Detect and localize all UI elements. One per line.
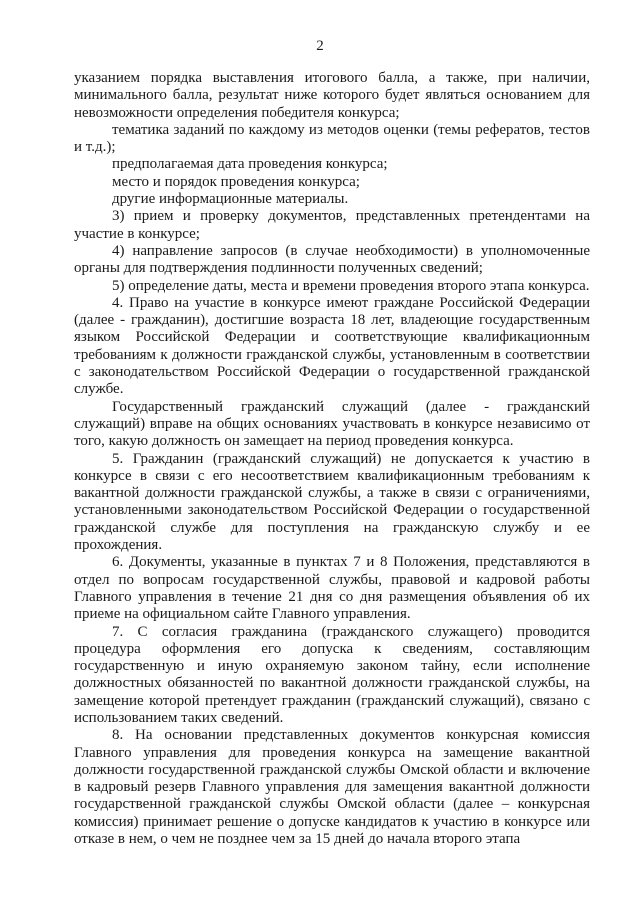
paragraph-section-8: 8. На основании представленных документов конкурсная комиссия Главного управления для проведения конкурса на замещение вакантной должности государственной гражданской службы Омской области и включение в кадровый резерв Главного управления для замещения вакантной должности государственной гражданской службы Омской области (далее – конкурсная комиссия) принимает решение о допуске кандидатов к участию в конкурсе или отказе в нем, о чем не позднее чем за 15 дней до начала второго этапа — [74, 727, 590, 848]
paragraph-item-5: 5) определение даты, места и времени проведения второго этапа конкурса. — [112, 277, 590, 294]
paragraph-section-5: 5. Гражданин (гражданский служащий) не допускается к участию в конкурсе в связи с его несоответствием квалификационным требованиям к вакантной должности гражданской службы, а также в связи с ограничениями, установленными законодательством Российской Федерации о государственной гражданской службе для поступления на гражданскую службу и ее прохождения. — [74, 450, 590, 554]
paragraph-section-6: 6. Документы, указанные в пунктах 7 и 8 Положения, представляются в отдел по вопросам государственной службы, правовой и кадровой работы Главного управления в течение 21 дня со дня размещения объявления об их приеме на официальном сайте Главного управления. — [74, 554, 590, 623]
paragraph-section-7: 7. С согласия гражданина (гражданского служащего) проводится процедура оформления его допуска к сведениям, составляющим государственную и иную охраняемую законом тайну, если исполнение должностных обязанностей по вакантной должности гражданской службы, на замещение которой претендует гражданин (гражданский служащий), связано с использованием таких сведений. — [74, 623, 590, 726]
paragraph-civil-servant: Государственный гражданский служащий (далее - гражданский служащий) вправе на общих основаниях участвовать в конкурсе независимо от того, какую должность он замещает на период проведения конкурса. — [74, 398, 590, 450]
paragraph-item-4: 4) направление запросов (в случае необходимости) в уполномоченные органы для подтверждения подлинности полученных сведений; — [74, 242, 590, 277]
document-body — [74, 70, 590, 848]
page-number: 2 — [316, 38, 324, 54]
paragraph-place: место и порядок проведения конкурса; — [112, 173, 360, 190]
paragraph-item-3: 3) прием и проверку документов, представленных претендентами на участие в конкурсе; — [74, 208, 590, 242]
paragraph-other-materials: другие информационные материалы. — [112, 191, 349, 208]
paragraph-continuation: указанием порядка выставления итогового балла, а также, при наличии, минимального балла, результат ниже которого будет являться основанием для невозможности определения победителя конкурса; — [74, 70, 590, 121]
paragraph-section-4: 4. Право на участие в конкурсе имеют граждане Российской Федерации (далее - гражданин), достигшие возраста 18 лет, владеющие государственным языком Российской Федерации и соответствующие квалификационным требованиям к должности гражданской службы, установленным в соответствии с законодательством Российской Федерации о государственной гражданской службе. — [74, 294, 590, 398]
paragraph-date: предполагаемая дата проведения конкурса; — [112, 156, 388, 173]
paragraph-topics: тематика заданий по каждому из методов оценки (темы рефератов, тестов и т.д.); — [74, 121, 590, 156]
